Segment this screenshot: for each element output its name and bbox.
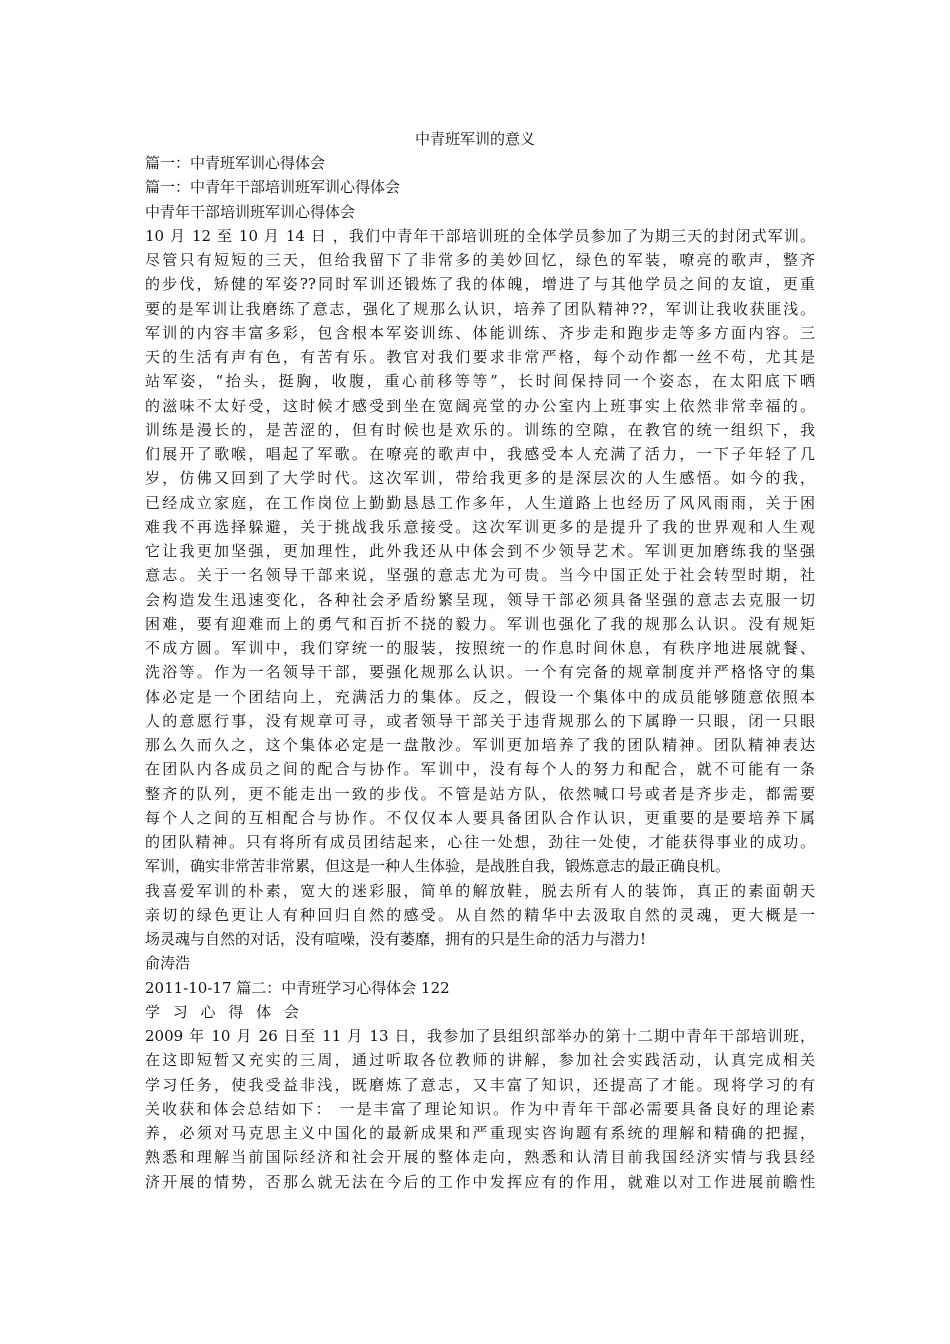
body-line: 意志。关于一名领导干部来说，坚强的意志尤为可贵。当今中国正处于社会转型时期，社: [145, 566, 815, 585]
body-line: 整齐的队列，更不能走出一致的步伐。不管是站方队，依然喊口号或者是齐步走，都需要: [145, 784, 815, 803]
body-line: 岁，仿佛又回到了大学时代。这次军训，带给我更多的是深层次的人生感悟。如今的我，: [145, 469, 815, 488]
body-line: 尽管只有短短的三天，但给我留下了非常多的美妙回忆，绿色的军装，嘹亮的歌声，整齐: [145, 251, 815, 269]
body-line: 2009 年 10 月 26 日至 11 月 13 日，我参加了县组织部举办的第十二期中青年干部培训班，: [145, 1027, 815, 1045]
body-line: 2011-10-17 篇二：中青班学习心得体会 122: [145, 978, 450, 997]
body-line: 困难，要有迎难而上的勇气和百折不挠的毅力。军训也强化了我的规那么认识。没有规矩: [145, 614, 815, 633]
body-line: 10 月 12 至 10 月 14 日 ，我们中青年干部培训班的全体学员参加了为期三天的封闭式军训。: [145, 226, 815, 245]
body-line: 体必定是一个团结向上，充满活力的集体。反之，假设一个集体中的成员能够随意依照本: [145, 687, 815, 706]
body-line: 的步伐，矫健的军姿??同时军训还锻炼了我的体魄，增进了与其他学员之间的友谊，更重: [145, 275, 815, 294]
body-line: 会构造发生迅速变化，各种社会矛盾纷繁呈现，领导干部必须具备坚强的意志去克服一切: [145, 590, 815, 609]
body-line: 们展开了歌喉，唱起了军歌。在嘹亮的歌声中，我感受本人充满了活力，一下子年轻了几: [145, 445, 815, 463]
body-line: 的团队精神。只有将所有成员团结起来，心往一处想，劲往一处使，才能获得事业的成功。: [145, 833, 815, 851]
body-line: 训练是漫长的，是苦涩的，但有时候也是欢乐的。训练的空隙，在教官的统一组织下，我: [145, 420, 815, 439]
body-line: 站军姿，“抬头，挺胸，收腹，重心前移等等”，长时间保持同一个姿态，在太阳底下晒: [145, 372, 815, 391]
body-line: 那么久而久之，这个集体必定是一盘散沙。军训更加培养了我的团队精神。团队精神表达: [145, 736, 815, 754]
body-line: 篇一：中青年干部培训班军训心得体会: [145, 178, 401, 197]
body-line: 军训，确实非常苦非常累，但这是一种人生体验，是战胜自我，锻炼意志的最正确良机。: [145, 857, 731, 876]
body-line: 亲切的绿色更让人有种回归自然的感受。从自然的精华中去汲取自然的灵魂，更大概是一: [145, 905, 815, 924]
body-line: 我喜爱军训的朴素，宽大的迷彩服，简单的解放鞋，脱去所有人的装饰，真正的素面朝天: [145, 881, 815, 900]
body-line: 养，必须对马克思主义中国化的最新成果和严重现实咨询题有系统的理解和精确的把握，: [145, 1124, 815, 1142]
body-line: 军训的内容丰富多彩，包含根本军姿训练、体能训练、齐步走和跑步走等多方面内容。三: [145, 323, 815, 342]
document-title: 中青班军训的意义: [414, 130, 535, 148]
body-line: 篇一：中青班军训心得体会: [145, 154, 326, 172]
body-line: 学习任务，使我受益非浅，既磨炼了意志，又丰富了知识，还提高了才能。现将学习的有: [145, 1075, 815, 1094]
body-line: 的滋味不太好受，这时候才感受到坐在宽阔亮堂的办公室内上班事实上依然非常幸福的。: [145, 396, 815, 415]
body-line: 中青年干部培训班军训心得体会: [145, 202, 356, 221]
body-line: 洗浴等。作为一名领导干部，要强化规那么认识。一个有完备的规章制度并严格恪守的集: [145, 663, 815, 682]
body-line: 在这即短暂又充实的三周，通过听取各位教师的讲解，参加社会实践活动，认真完成相关: [145, 1051, 815, 1070]
body-line: 在团队内各成员之间的配合与协作。军训中，没有每个人的努力和配合，就不可能有一条: [145, 760, 815, 779]
body-line: 难我不再选择躲避，关于挑战我乐意接受。这次军训更多的是提升了我的世界观和人生观: [145, 517, 815, 536]
body-line: 它让我更加坚强，更加理性，此外我还从中体会到不少领导艺术。军训更加磨练我的坚强: [145, 542, 815, 560]
body-line: 场灵魂与自然的对话，没有喧噪，没有萎靡，拥有的只是生命的活力与潜力!: [145, 930, 647, 948]
body-line: 不成方圆。军训中，我们穿统一的服装，按照统一的作息时间休息，有秩序地进展就餐、: [145, 639, 815, 657]
body-line: 要的是军训让我磨练了意志，强化了规那么认识，培养了团队精神??，军训让我收获匪浅。: [145, 299, 815, 318]
body-line: 俞涛浩: [145, 954, 191, 973]
body-line: 天的生活有声有色，有苦有乐。教官对我们要求非常严格，每个动作都一丝不苟，尤其是: [145, 348, 815, 366]
body-line: 已经成立家庭，在工作岗位上勤勤恳恳工作多年，人生道路上也经历了风风雨雨，关于困: [145, 493, 815, 512]
body-line: 人的意愿行事，没有规章可寻，或者领导干部关于违背规那么的下属睁一只眼，闭一只眼: [145, 711, 815, 730]
body-line: 每个人之间的互相配合与协作。不仅仅本人要具备团队合作认识，更重要的是要培养下属: [145, 808, 815, 827]
body-line: 熟悉和理解当前国际经济和社会开展的整体走向，熟悉和认清目前我国经济实情与我县经: [145, 1148, 815, 1167]
body-line: 关收获和体会总结如下： 一是丰富了理论知识。作为中青年干部必需要具备良好的理论素: [145, 1099, 815, 1118]
body-line: 济开展的情势，否那么就无法在今后的工作中发挥应有的作用，就难以对工作进展前瞻性: [145, 1172, 815, 1191]
body-line: 学 习 心 得 体 会: [145, 1002, 303, 1021]
